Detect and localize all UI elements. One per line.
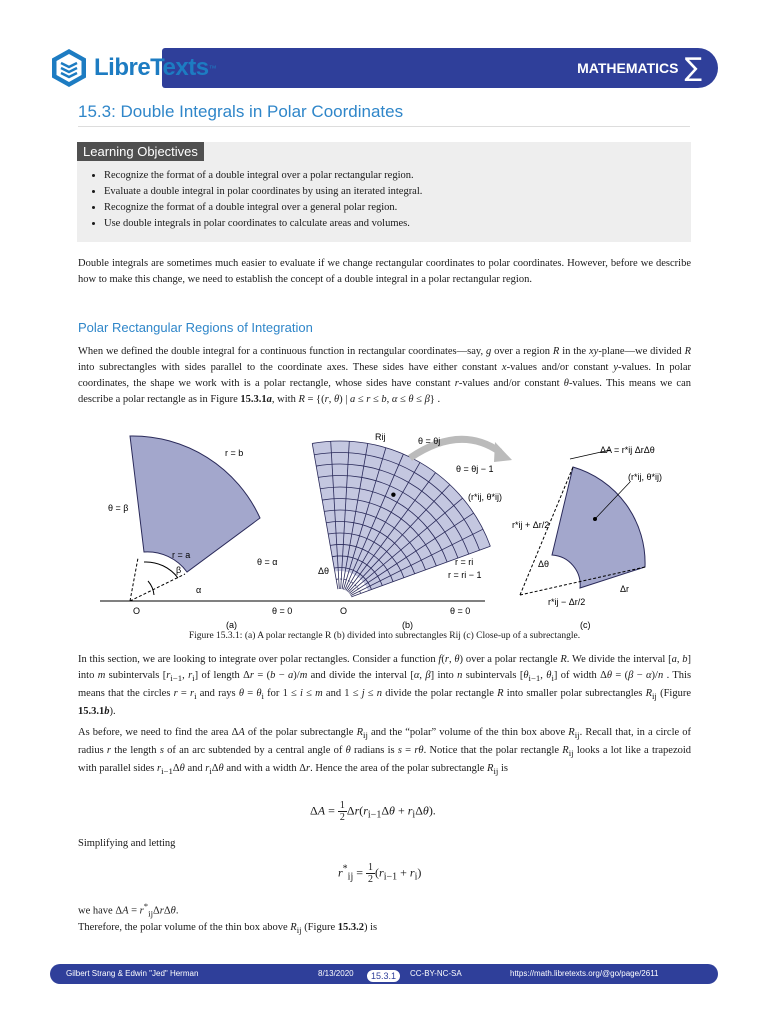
- label-R-ij: Rij: [375, 432, 386, 442]
- footer-license[interactable]: CC-BY-NC-SA: [410, 969, 462, 978]
- label-dtheta-c: Δθ: [538, 559, 550, 569]
- label-r-b: r = b: [225, 448, 244, 458]
- objective-item: • Recognize the format of a double integral over a general polar region.: [104, 200, 422, 216]
- objective-item: • Recognize the format of a double integral over a polar rectangular region.: [104, 168, 422, 184]
- footer-authors: Gilbert Strang & Edwin "Jed" Herman: [66, 969, 199, 978]
- label-r-a: r = a: [172, 550, 191, 560]
- panel-a: [100, 436, 325, 630]
- label-theta-zero-a: θ = 0: [272, 606, 293, 616]
- learning-objectives-heading: Learning Objectives: [77, 142, 204, 161]
- sample-point: [391, 492, 395, 496]
- subrectangle-region: [552, 467, 645, 588]
- sigma-icon: ∑: [684, 53, 702, 83]
- logo-text: LibreTexts: [94, 54, 209, 81]
- figure-polar-rectangles: [100, 430, 670, 630]
- label-theta-alpha: θ = α: [257, 557, 278, 567]
- objective-item: • Use double integrals in polar coordinates to calculate areas and volumes.: [104, 216, 422, 232]
- learning-objectives-list: [77, 168, 422, 232]
- body-paragraph-2: In this section, we are looking to integrate over polar rectangles. Consider a function f(r, θ) over a polar rectangle R. We divide the interval [a, b] into m subintervals [$r_{i-1}$, $r_i$] of length Δr = (b − a)/m and divide the interval [α, β] into n subintervals [$\theta_{i-1}$, $\theta_i$] of width Δθ = (β − α)/n . This means that the circles $r = r_i$ and rays $\theta = \theta_i$ for 1 ≤ i ≤ m and 1 ≤ j ≤ n divide the polar rectangle R into smaller polar subrectangles $R_{ij}$ (Figure 15.3.1b).: [78, 654, 692, 718]
- label-point-b: (r*ij, θ*ij): [468, 492, 503, 502]
- panel-label-a: (a): [226, 620, 237, 630]
- title-divider: [78, 126, 690, 127]
- figure-caption: Figure 15.3.1: (a) A polar rectangle R (b) divided into subrectangles Rij (c) Close-up of a subrectangle.: [188, 631, 581, 641]
- body-paragraph-1: When we defined the double integral for a continuous function in rectangular coordinates—say, g over a region R in the xy-plane—we divided R into subrectangles with sides parallel to the coordinate axes. These sides have either constant x-values and/or constant y-values. In polar coordinates, the shape we work with is a polar rectangle, whose sides have constant r-values and/or constant θ-values. This means we can describe a polar rectangle as in Figure 15.3.1a, with R = {(r, θ) | a ≤ r ≤ b, α ≤ θ ≤ β} .: [78, 346, 692, 405]
- label-dtheta-b: Δθ: [318, 566, 330, 576]
- page-header: [50, 44, 718, 92]
- learning-objectives-box: [77, 142, 691, 242]
- body-paragraph-3: As before, we need to find the area ΔA of the polar subrectangle $R_{ij}$ and the “polar” volume of the thin box above $R_{ij}$. Recall that, in a circle of radius r the length s of an arc subtended by a central angle of θ radians is s = rθ. Notice that the polar rectangle $R_{ij}$ looks a lot like a trapezoid with parallel sides $r_{i-1}\Delta\theta$ and $r_i\Delta\theta$ and with a width Δr. Hence the area of the polar subrectangle $R_{ij}$ is: [78, 727, 692, 777]
- label-r-plus: r*ij + Δr/2: [512, 520, 550, 530]
- libretexts-logo[interactable]: [50, 46, 217, 90]
- label-theta-j-1: θ = θj − 1: [456, 464, 494, 474]
- subject-text: MATHEMATICS: [577, 60, 679, 76]
- section-heading: Polar Rectangular Regions of Integration: [78, 320, 313, 335]
- body-paragraph-5: we have $\Delta A = r^*_{ij}\Delta r\Delta\theta$.: [78, 901, 179, 919]
- body-paragraph-4: Simplifying and letting: [78, 838, 176, 849]
- label-dA: ΔA = r*ij ΔrΔθ: [600, 445, 655, 455]
- label-beta: β: [176, 565, 182, 575]
- label-theta-j: θ = θj: [418, 436, 441, 446]
- label-dr: Δr: [620, 584, 630, 594]
- panel-b: [305, 432, 512, 630]
- logo-trademark: ™: [208, 63, 217, 73]
- label-r-i: r = ri: [455, 557, 474, 567]
- objective-item: • Evaluate a double integral in polar coordinates by using an iterated integral.: [104, 184, 422, 200]
- label-point-c: (r*ij, θ*ij): [628, 472, 663, 482]
- subject-label[interactable]: [577, 48, 702, 88]
- panel-c: [512, 445, 662, 630]
- equation-area: ΔA = $\frac{1}{2}$ $\Delta r(r_{i-1}\Delta\theta + r_i\Delta\theta)$.: [310, 800, 436, 823]
- intro-paragraph: Double integrals are sometimes much easier to evaluate if we change rectangular coordinates to polar coordinates. However, before we describe how to make this change, we need to establish the concept of a double integral in a polar rectangular region.: [78, 258, 691, 285]
- label-theta-beta: θ = β: [108, 503, 129, 513]
- page-number-badge: 15.3.1: [366, 969, 401, 983]
- panel-label-c: (c): [580, 620, 591, 630]
- page-title: 15.3: Double Integrals in Polar Coordinates: [78, 102, 404, 121]
- panel-label-b: (b): [402, 620, 413, 630]
- footer-url[interactable]: https://math.libretexts.org/@go/page/2611: [510, 969, 659, 978]
- footer-date: 8/13/2020: [318, 969, 354, 978]
- libretexts-logo-icon: [50, 48, 88, 88]
- body-paragraph-6: Therefore, the polar volume of the thin box above $R_{ij}$ (Figure 15.3.2) is: [78, 922, 378, 936]
- label-r-i-1: r = ri − 1: [448, 570, 482, 580]
- equation-r-star: $r^*_{ij}$ = $\frac{1}{2}$ $(r_{i-1} + r_i)$: [338, 862, 422, 885]
- label-r-minus: r*ij − Δr/2: [548, 597, 586, 607]
- label-origin-b: O: [340, 606, 348, 616]
- page-footer: [50, 964, 718, 984]
- label-theta-zero-b: θ = 0: [450, 606, 471, 616]
- label-alpha: α: [196, 585, 202, 595]
- label-origin-a: O: [133, 606, 141, 616]
